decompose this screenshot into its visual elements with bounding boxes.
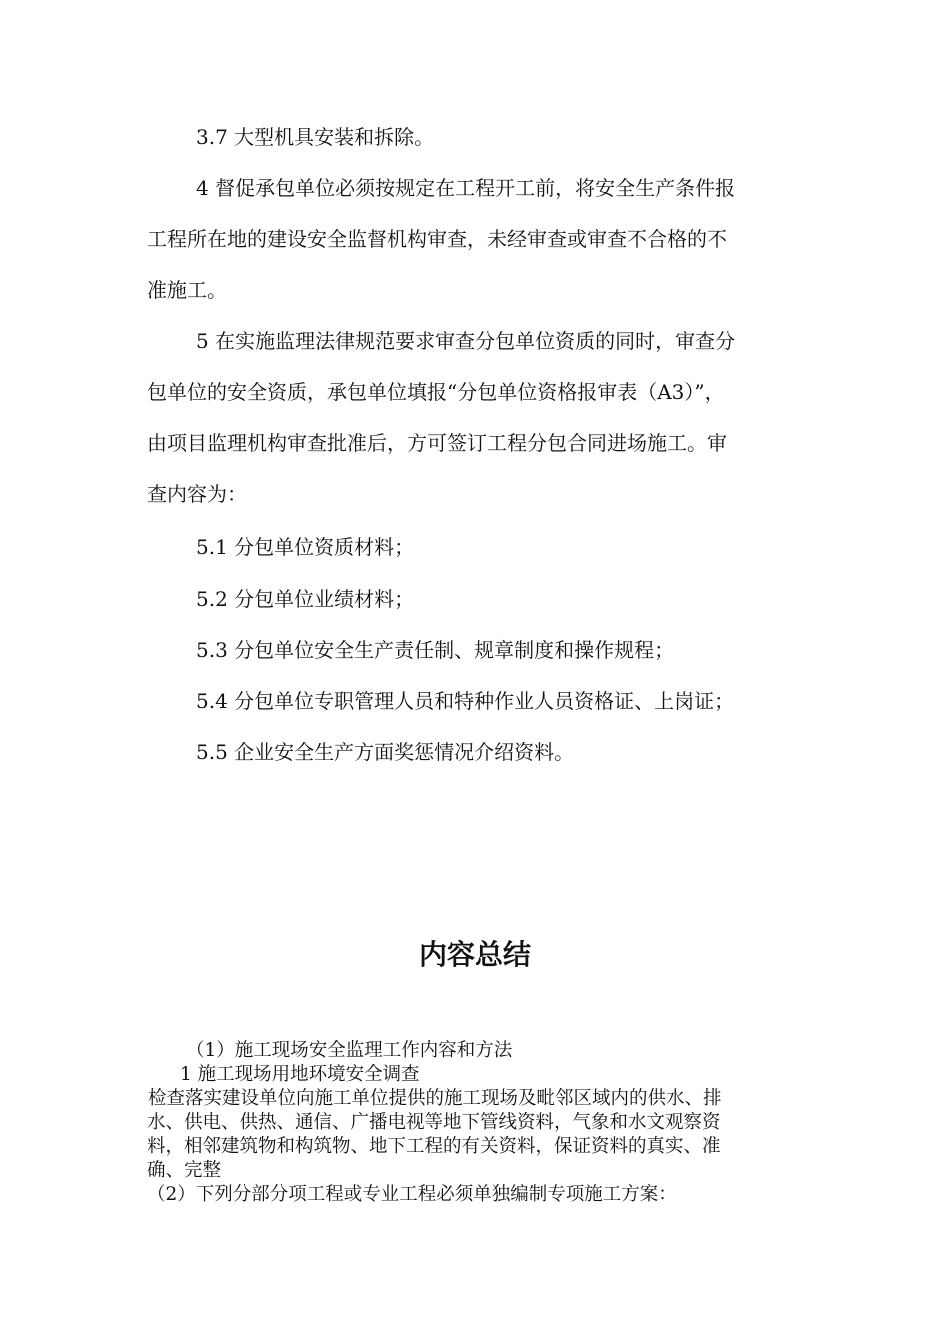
summary-title: 内容总结 — [418, 938, 531, 971]
body-line: 由项目监理机构审查批准后，方可签订工程分包合同进场施工。审 — [147, 431, 727, 455]
summary-line: 水、供电、供热、通信、广播电视等地下管线资料，气象和水文观察资 — [147, 1112, 721, 1133]
list-item: 5.2 分包单位业绩材料； — [196, 587, 415, 611]
list-item: 5.3 分包单位安全生产责任制、规章制度和操作规程； — [196, 638, 675, 662]
summary-line: （2）下列分部分项工程或专业工程必须单独编制专项施工方案： — [147, 1184, 677, 1205]
summary-line: 检查落实建设单位向施工单位提供的施工现场及毗邻区域内的供水、排 — [148, 1088, 722, 1109]
body-line: 查内容为： — [147, 482, 247, 506]
summary-line: 确、完整 — [147, 1160, 222, 1181]
list-item: 5.4 分包单位专职管理人员和特种作业人员资格证、上岗证； — [196, 689, 735, 713]
body-line: 工程所在地的建设安全监督机构审查，未经审查或审查不合格的不 — [147, 227, 727, 251]
body-line: 包单位的安全资质，承包单位填报“分包单位资格报审表（A3）”， — [147, 380, 725, 404]
summary-line: （1）施工现场安全监理工作内容和方法 — [186, 1040, 513, 1061]
body-line: 5 在实施监理法律规范要求审查分包单位资质的同时，审查分 — [196, 329, 736, 353]
list-item: 5.5 企业安全生产方面奖惩情况介绍资料。 — [196, 740, 575, 764]
body-line: 准施工。 — [147, 278, 227, 302]
summary-line: 料，相邻建筑物和构筑物、地下工程的有关资料，保证资料的真实、准 — [147, 1136, 721, 1157]
summary-line: 1 施工现场用地环境安全调查 — [180, 1064, 420, 1085]
body-line: 4 督促承包单位必须按规定在工程开工前，将安全生产条件报 — [196, 176, 736, 200]
body-line: 3.7 大型机具安装和拆除。 — [196, 125, 435, 149]
list-item: 5.1 分包单位资质材料； — [196, 535, 415, 559]
